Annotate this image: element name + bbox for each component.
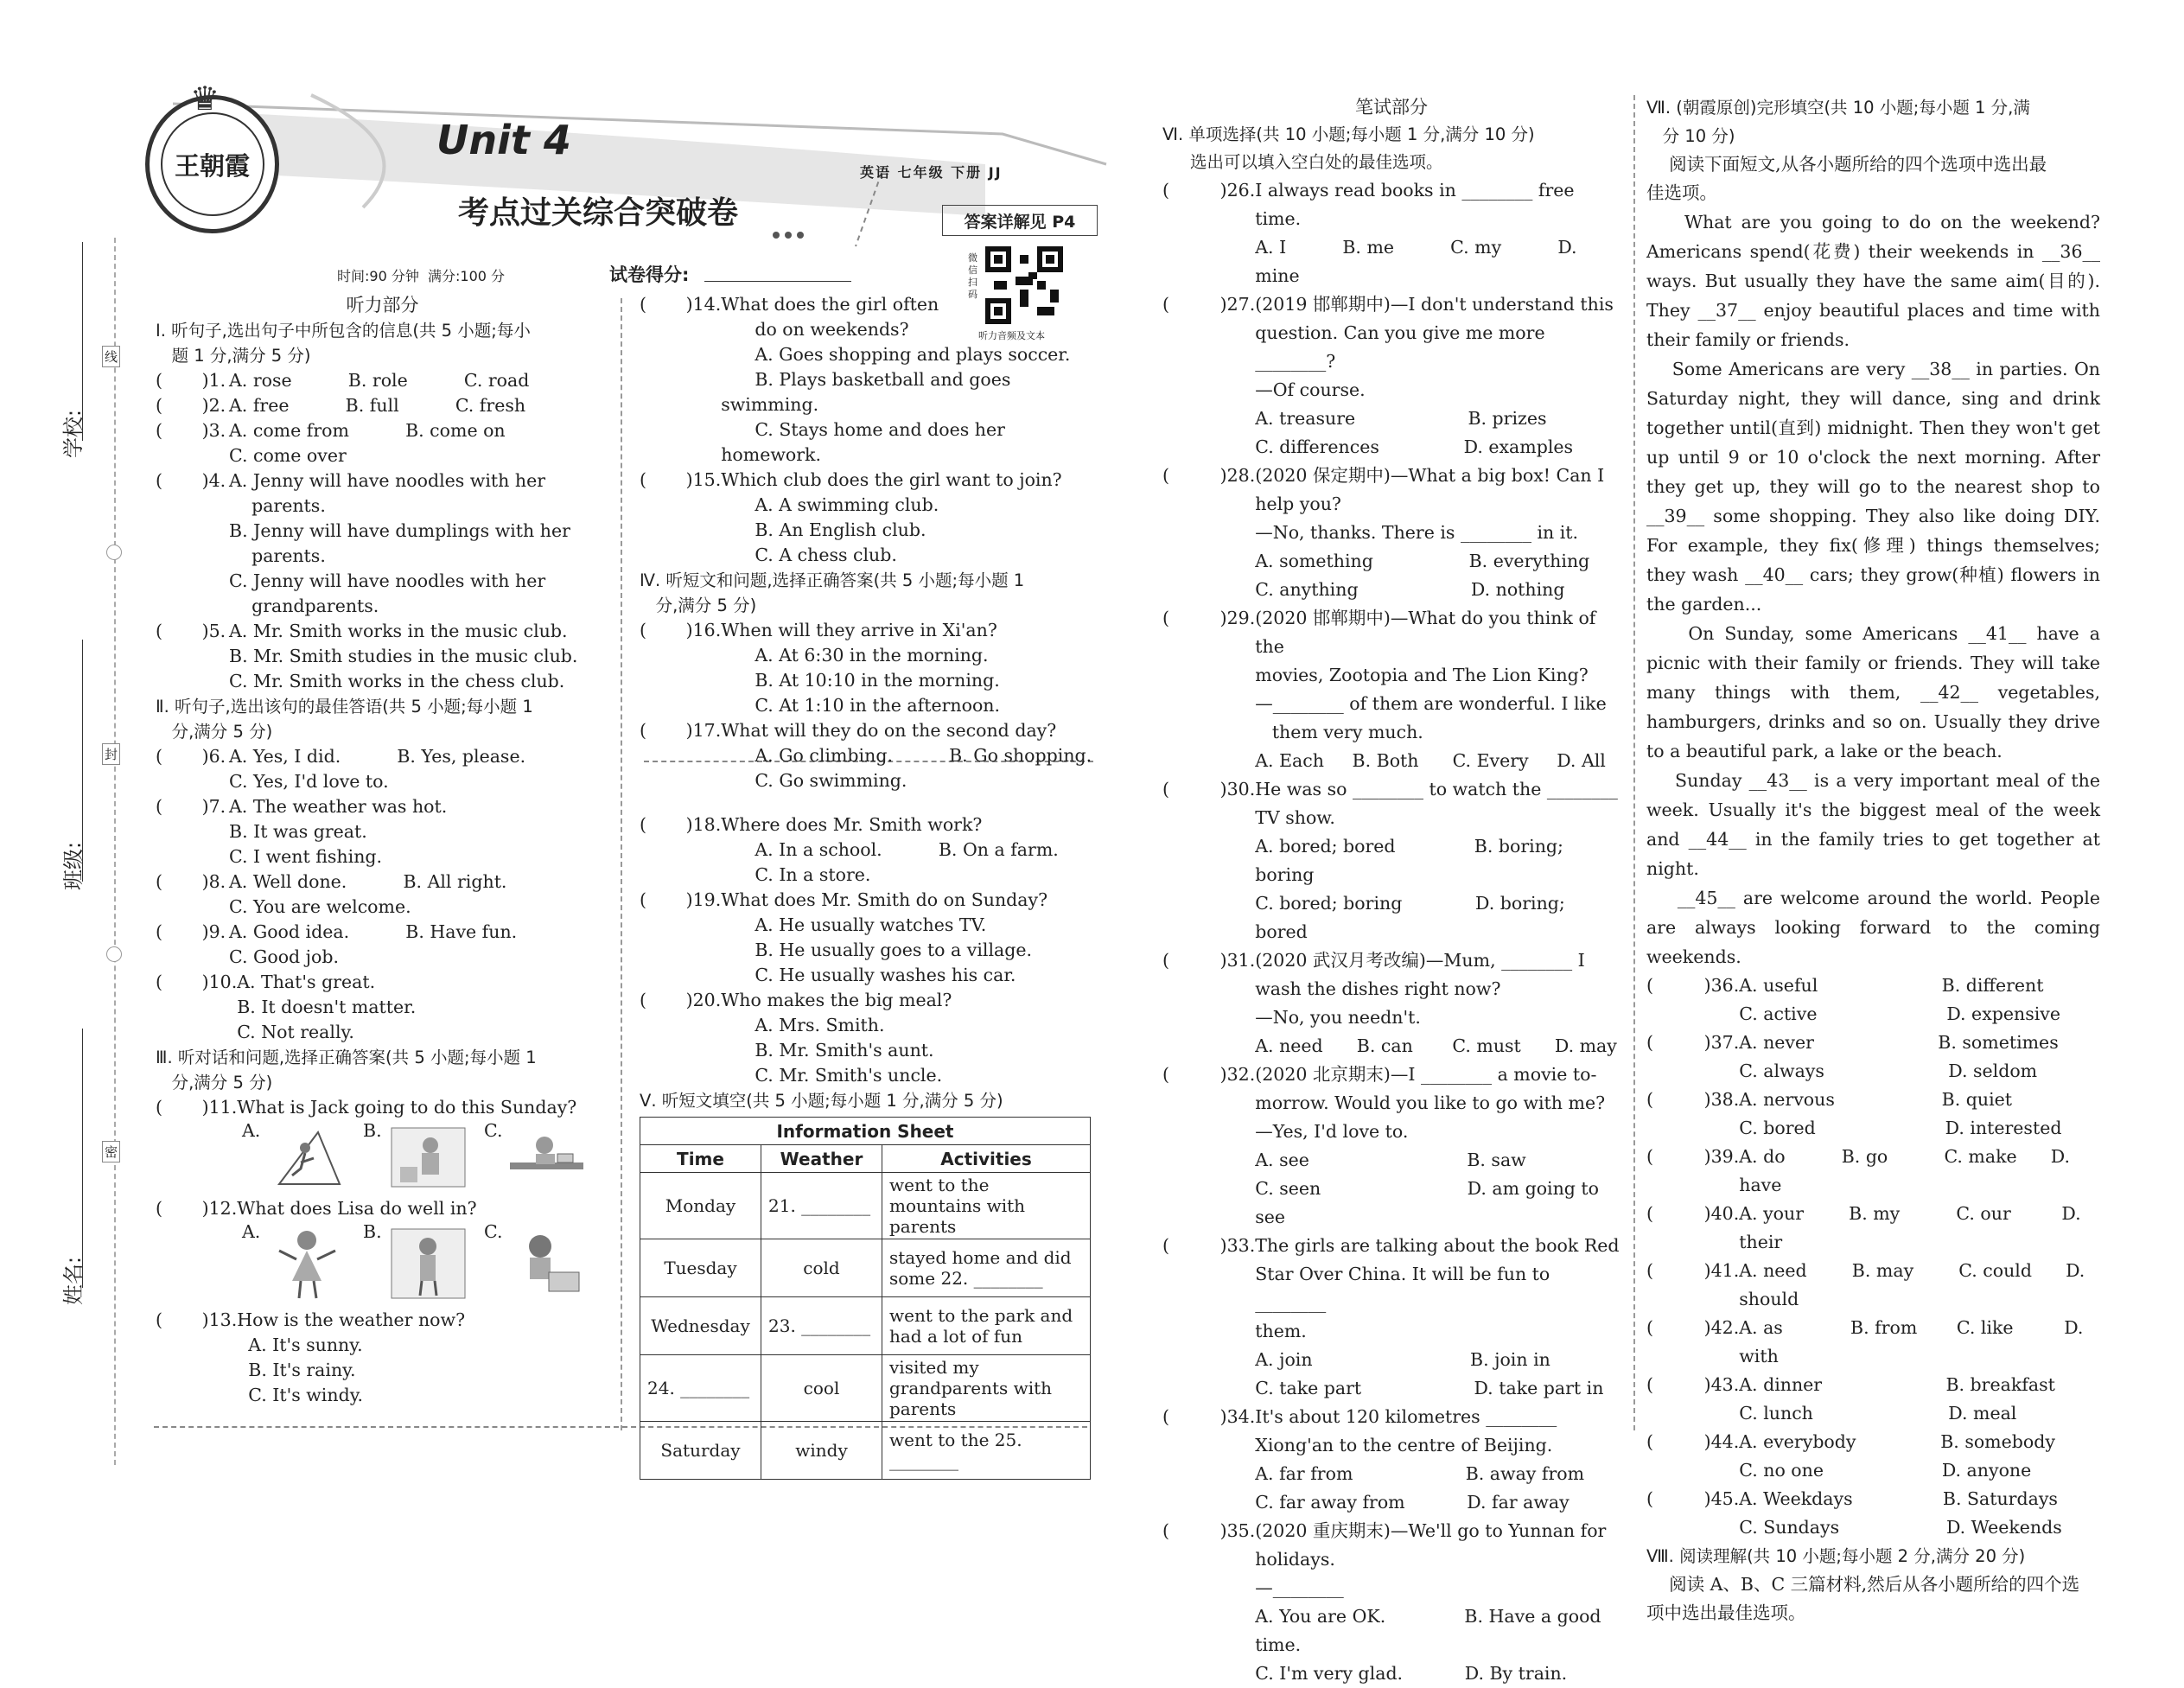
table-row <box>640 1239 1091 1297</box>
question-26: ( )26. I always read books in ________ free time. A. I B. me C. my D. mine <box>1162 176 1620 290</box>
question-20: ( )20. Who makes the big meal? A. Mrs. Smith. B. Mr. Smith's aunt. C. Mr. Smith's uncle. <box>640 990 952 1086</box>
singing-girl-icon <box>387 1225 469 1303</box>
section-8-note: 阅读 A、B、C 三篇材料,然后从各小题所给的四个选 项中选出最佳选项。 <box>1646 1574 2080 1623</box>
name-line <box>82 1029 83 1288</box>
question-31: ( )31. (2020 武汉月考改编)—Mum, ________ I wash the dishes right now? —No, you needn't. A. need B. can C. must D. may <box>1162 946 1620 1061</box>
question-29: ( )29. (2020 邯郸期中)—What do you think of the movies, Zootopia and The Lion King? —________ of them are wonderful. I like them very much. A. Each B. Both C. Every D. All <box>1162 604 1620 775</box>
section-4-heading: Ⅳ. 听短文和问题,选择正确答案(共 5 小题;每小题 1 分,满分 5 分) <box>640 570 1025 615</box>
section-1-heading: Ⅰ. 听句子,选出句子中所包含的信息(共 5 小题;每小 题 1 分,满分 5 分) <box>156 321 531 366</box>
question-10: ( )10. A. That's great. B. It doesn't matter. C. Not really. <box>156 971 417 1042</box>
question-5: ( )5. A. Mr. Smith works in the music club. B. Mr. Smith studies in the music club. C. Mr. Smith works in the chess club. <box>156 621 578 691</box>
question-41: ( )41. A. need B. may C. could D. should <box>1646 1257 2100 1314</box>
section-3-heading: Ⅲ. 听对话和问题,选择正确答案(共 5 小题;每小题 1 分,满分 5 分) <box>156 1048 537 1092</box>
question-3: ( )3. A. come from B. come on C. come over <box>156 420 506 466</box>
question-15: ( )15. Which club does the girl want to join? A. A swimming club. B. An English club. C. A chess club. <box>640 469 1062 565</box>
question-17: ( )17. What will they do on the second day? A. Go climbing. B. Go shopping. C. Go swimming. <box>640 720 1092 791</box>
table-row <box>640 1422 1091 1480</box>
column-header: Activities <box>882 1145 1091 1173</box>
option-b-label: B. <box>363 1221 382 1242</box>
answer-blank-25[interactable]: went to the 25. ________ <box>882 1422 1091 1480</box>
section-6-note: 选出可以填入空白处的最佳选项。 <box>1190 152 1443 172</box>
question-37: ( )37. A. never B. sometimes C. always D. seldom <box>1646 1029 2100 1086</box>
binding-line <box>114 238 116 1465</box>
unit-title: Unit 4 <box>436 117 571 163</box>
question-11: ( )11. What is Jack going to do this Sunday? <box>156 1095 609 1120</box>
cloze-paragraph-2: Some Americans are very __38__ in parties. On Saturday night, they will dance, sing and drink together until(直到) midnight. Then they won't get up until 9 or 10 o'clock the next morning. After they get up, they will go to the nearest shop to __39__ some shopping. They also like doing DIY. For example, they fix(修理) things themselves; they wash __40__ cars; they grow(种植) flowers in the garden... <box>1646 359 2106 615</box>
answer-slot[interactable]: ( )40. <box>1646 1203 1740 1224</box>
answer-blank-23[interactable]: 23. ________ <box>761 1297 882 1355</box>
book-info: 英语 七年级 下册 JJ <box>860 164 1003 181</box>
answer-slot[interactable]: ( )18. <box>640 814 722 835</box>
question-38: ( )38. A. nervous B. quiet C. bored D. interested <box>1646 1086 2100 1143</box>
section-8-heading: Ⅷ. 阅读理解(共 10 小题;每小题 2 分,满分 20 分) <box>1646 1546 2026 1566</box>
answer-slot[interactable]: ( )37. <box>1646 1032 1740 1053</box>
qr-caption-bottom: 听力音频及文本 <box>978 330 1045 341</box>
paper-subtitle: 考点过关综合突破卷 <box>458 194 739 231</box>
column-1 <box>156 292 609 1408</box>
answer-blank-22[interactable]: stayed home and did some 22. ________ <box>882 1239 1091 1297</box>
class-label: 班级: <box>61 841 86 890</box>
information-sheet-table <box>640 1117 1091 1480</box>
section-7-heading: Ⅶ. (朝霞原创)完形填空(共 10 小题;每小题 1 分,满 分 10 分) <box>1646 98 2030 146</box>
option-c-label: C. <box>484 1120 503 1141</box>
column-divider-2 <box>1633 95 1635 1430</box>
question-40: ( )40. A. your B. my C. our D. their <box>1646 1200 2100 1257</box>
answer-slot[interactable]: ( )42. <box>1646 1317 1740 1338</box>
answer-slot[interactable]: ( )4. <box>156 470 226 491</box>
seal-mark-1: 线 <box>102 346 120 367</box>
question-44: ( )44. A. everybody B. somebody C. no one D. anyone <box>1646 1428 2100 1485</box>
question-30: ( )30. He was so ________ to watch the ________ TV show. A. bored; bored B. boring; boring C. bored; boring D. boring; bored <box>1162 775 1620 946</box>
option-a-label: A. <box>242 1120 261 1141</box>
table-header-row <box>640 1145 1091 1173</box>
question-19: ( )19. What does Mr. Smith do on Sunday? A. He usually watches TV. B. He usually goes to a village. C. He usually washes his car. <box>640 889 1048 985</box>
question-42: ( )42. A. as B. from C. like D. with <box>1646 1314 2100 1371</box>
climbing-picture-icon <box>266 1124 348 1191</box>
question-27: ( )27. (2019 邯郸期中)—I don't understand this question. Can you give me more ________? —Of course. A. treasure B. prizes C. differences D. examples <box>1162 290 1620 462</box>
logo-inner-ring <box>161 112 264 216</box>
table-title: Information Sheet <box>640 1118 1091 1145</box>
question-28: ( )28. (2020 保定期中)—What a big box! Can I help you? —No, thanks. There is ________ in it. A. something B. everything C. anything D. nothing <box>1162 462 1620 604</box>
school-line <box>82 242 83 441</box>
answer-slot[interactable]: ( )44. <box>1646 1431 1740 1452</box>
seal-mark-2: 封 <box>102 743 120 765</box>
column-4 <box>1646 93 2106 1627</box>
answer-slot[interactable]: ( )9. <box>156 921 226 942</box>
answer-slot[interactable]: ( )34. <box>1162 1406 1256 1427</box>
answer-slot[interactable]: ( )11. <box>156 1097 238 1118</box>
answer-slot[interactable]: ( )32. <box>1162 1064 1256 1085</box>
table-cell: visited my grandparents with parents <box>882 1355 1091 1422</box>
answer-slot[interactable]: ( )15. <box>640 469 722 490</box>
answer-slot[interactable]: ( )28. <box>1162 465 1256 486</box>
dancing-girl-icon <box>266 1225 348 1303</box>
section-6-heading: Ⅵ. 单项选择(共 10 小题;每小题 1 分,满分 10 分) <box>1162 124 1535 144</box>
question-16: ( )16. When will they arrive in Xi'an? A. At 6:30 in the morning. B. At 10:10 in the morning. C. At 1:10 in the afternoon. <box>640 620 1001 716</box>
name-label: 姓名: <box>61 1256 86 1305</box>
question-18: ( )18. Where does Mr. Smith work? A. In a school. B. On a farm. C. In a store. <box>640 814 1059 885</box>
listening-title: 听力部分 <box>346 295 419 315</box>
score-label: 试卷得分: <box>609 264 690 285</box>
answer-ref: 答案详解见 P4 <box>964 212 1076 232</box>
question-14: ( )14. What does the girl often do on weekends? A. Goes shopping and plays soccer. B. Plays basketball and goes swimming. C. Stays home and does her homework. <box>640 294 1071 465</box>
answer-slot[interactable]: ( )33. <box>1162 1235 1256 1256</box>
answer-slot[interactable]: ( )1. <box>156 370 226 391</box>
score-blank <box>704 281 851 282</box>
answer-slot[interactable]: ( )5. <box>156 621 226 641</box>
answer-blank-21[interactable]: 21. ________ <box>761 1173 882 1239</box>
cloze-paragraph-1: What are you going to do on the weekend? Americans spend(花费) their weekends in __36__ ways. But usually they have the same aim(目的). They __37__ enjoy beautiful places and time with their family or friends. <box>1646 212 2106 350</box>
question-32: ( )32. (2020 北京期末)—I ________ a movie to- morrow. Would you like to go with me? —Yes, I'd love to. A. see B. saw C. seen D. am going to see <box>1162 1061 1620 1232</box>
cloze-paragraph-3: On Sunday, some Americans __41__ have a picnic with their family or friends. They will take many things with them, __42__ vegetables, hamburgers, drinks and so on. Usually they drive to a beautiful park, a lake or the beach. <box>1646 623 2106 761</box>
table-cell: went to the mountains with parents <box>882 1173 1091 1239</box>
table-cell: windy <box>761 1422 882 1480</box>
question-6: ( )6. A. Yes, I did. B. Yes, please. C. Yes, I'd love to. <box>156 746 526 792</box>
column-header: Weather <box>761 1145 882 1173</box>
studying-picture-icon <box>506 1124 588 1191</box>
logo-text: 王朝霞 <box>174 150 250 181</box>
question-9: ( )9. A. Good idea. B. Have fun. C. Good job. <box>156 921 518 967</box>
cloze-intro: 阅读下面短文,从各小题所给的四个选项中选出最 佳选项。 <box>1646 154 2047 203</box>
answer-slot[interactable]: ( )41. <box>1646 1260 1740 1281</box>
crown-icon: ♛ <box>190 80 220 118</box>
answer-slot[interactable]: ( )26. <box>1162 180 1256 201</box>
section-2-heading: Ⅱ. 听句子,选出该句的最佳答语(共 5 小题;每小题 1 分,满分 5 分) <box>156 697 533 742</box>
answer-slot[interactable]: ( )8. <box>156 871 226 892</box>
option-a-label: A. <box>242 1221 261 1242</box>
column-header: Time <box>640 1145 761 1173</box>
answer-slot[interactable]: ( )16. <box>640 620 722 640</box>
question-45: ( )45. A. Weekdays B. Saturdays C. Sundays D. Weekends <box>1646 1485 2100 1542</box>
answer-slot[interactable]: ( )39. <box>1646 1146 1740 1167</box>
binding-hole-2 <box>106 946 122 962</box>
question-39: ( )39. A. do B. go C. make D. have <box>1646 1143 2100 1200</box>
class-line <box>82 640 83 882</box>
seal-mark-3: 密 <box>102 1141 120 1162</box>
answer-slot[interactable]: ( )7. <box>156 796 226 817</box>
answer-slot[interactable]: ( )31. <box>1162 950 1256 971</box>
column-3 <box>1162 93 1620 1688</box>
section-5-heading: Ⅴ. 听短文填空(共 5 小题;每小题 1 分,满分 5 分) <box>640 1091 1003 1111</box>
column-2 <box>640 292 1093 1480</box>
question-12-pictures <box>156 1221 609 1308</box>
answer-slot[interactable]: ( )2. <box>156 395 226 416</box>
table-cell: Tuesday <box>640 1239 761 1297</box>
question-7: ( )7. A. The weather was hot. B. It was great. C. I went fishing. <box>156 796 448 867</box>
answer-slot[interactable]: ( )3. <box>156 420 226 441</box>
answer-slot[interactable]: ( )35. <box>1162 1520 1256 1541</box>
answer-slot[interactable]: ( )20. <box>640 990 722 1010</box>
question-36: ( )36. A. useful B. different C. active D. expensive <box>1646 971 2100 1029</box>
table-row <box>640 1355 1091 1422</box>
question-4: ( )4. A. Jenny will have noodles with her parents. B. Jenny will have dumplings with her parents. C. Jenny will have noodles with her grandparents. <box>156 470 570 616</box>
answer-slot[interactable]: ( )43. <box>1646 1374 1740 1395</box>
table-cell: Saturday <box>640 1422 761 1480</box>
answer-slot[interactable]: ( )13. <box>156 1309 238 1330</box>
exam-meta: 时间:90 分钟 满分:100 分 <box>337 268 506 284</box>
table-cell: Monday <box>640 1173 761 1239</box>
table-row <box>640 1297 1091 1355</box>
answer-ref-box <box>942 205 1098 236</box>
table-cell: cool <box>761 1355 882 1422</box>
question-8: ( )8. A. Well done. B. All right. C. You are welcome. <box>156 871 507 917</box>
answer-slot[interactable]: ( )19. <box>640 889 722 910</box>
answer-slot[interactable]: ( )6. <box>156 746 226 767</box>
qr-caption-side: 微信扫码 <box>968 252 977 300</box>
cloze-paragraph-5: __45__ are welcome around the world. People are always looking forward to the coming weekends. <box>1646 888 2106 967</box>
answer-blank-24[interactable]: 24. ________ <box>640 1355 761 1422</box>
question-11-pictures <box>156 1120 609 1196</box>
answer-slot[interactable]: ( )17. <box>640 720 722 741</box>
answer-slot[interactable]: ( )14. <box>640 294 722 315</box>
table-row <box>640 1173 1091 1239</box>
question-2: ( )2. A. free B. full C. fresh <box>156 393 609 418</box>
question-12: ( )12. What does Lisa do well in? <box>156 1196 609 1221</box>
option-b-label: B. <box>363 1120 382 1141</box>
cloze-paragraph-4: Sunday __43__ is a very important meal of the week. Usually it's the biggest meal of the week and __44__ in the family tries to get together at night. <box>1646 770 2106 879</box>
question-35: ( )35. (2020 重庆期末)—We'll go to Yunnan for holidays. —________ A. You are OK. B. Have a good time. C. I'm very glad. D. By train. <box>1162 1517 1620 1688</box>
playing-picture-icon <box>387 1124 469 1191</box>
written-title: 笔试部分 <box>1355 97 1428 118</box>
question-33: ( )33. The girls are talking about the book Red Star Over China. It will be fun to ________ them. A. join B. join in C. take part D. take part in <box>1162 1232 1620 1403</box>
question-1: ( )1. A. rose B. role C. road <box>156 368 609 393</box>
table-cell: cold <box>761 1239 882 1297</box>
answer-slot[interactable]: ( )36. <box>1646 975 1740 996</box>
answer-slot[interactable]: ( )38. <box>1646 1089 1740 1110</box>
answer-slot[interactable]: ( )29. <box>1162 608 1256 628</box>
option-c-label: C. <box>484 1221 503 1242</box>
table-cell: went to the park and had a lot of fun <box>882 1297 1091 1355</box>
drawing-girl-icon <box>506 1225 588 1303</box>
answer-slot[interactable]: ( )45. <box>1646 1488 1740 1509</box>
answer-slot[interactable]: ( )27. <box>1162 294 1256 315</box>
column-divider-1 <box>621 298 622 1430</box>
answer-slot[interactable]: ( )12. <box>156 1198 238 1219</box>
question-43: ( )43. A. dinner B. breakfast C. lunch D. meal <box>1646 1371 2100 1428</box>
binding-hole-1 <box>106 545 122 560</box>
question-34: ( )34. It's about 120 kilometres ________ Xiong'an to the centre of Beijing. A. far from B. away from C. far away from D. far away <box>1162 1403 1620 1517</box>
school-label: 学校: <box>61 409 86 458</box>
question-13: ( )13. How is the weather now? A. It's sunny. B. It's rainy. C. It's windy. <box>156 1309 466 1405</box>
answer-slot[interactable]: ( )10. <box>156 971 238 992</box>
table-cell: Wednesday <box>640 1297 761 1355</box>
answer-slot[interactable]: ( )30. <box>1162 779 1256 799</box>
